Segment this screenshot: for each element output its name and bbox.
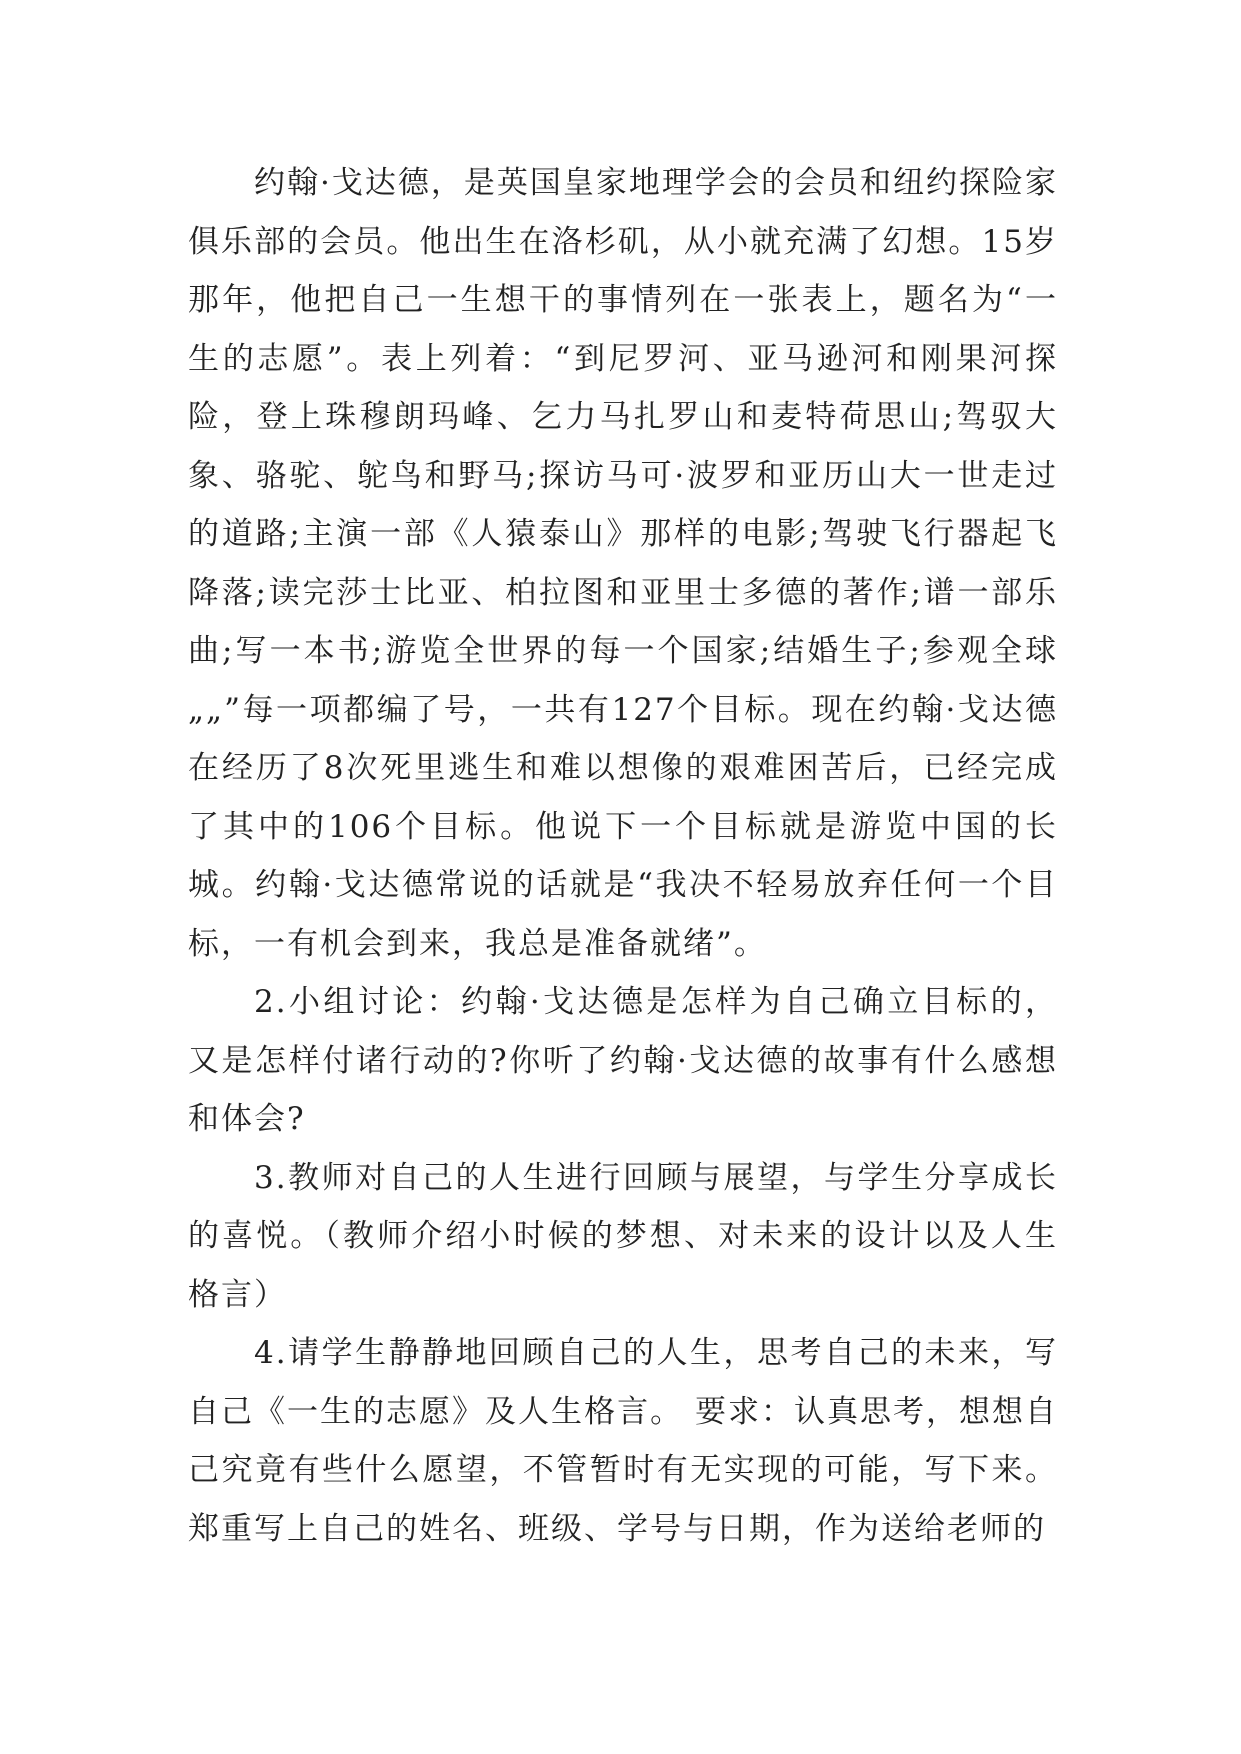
paragraph-goddard-story: 约翰·戈达德，是英国皇家地理学会的会员和纽约探险家俱乐部的会员。他出生在洛杉矶，从小就充满了幻想。15岁那年，他把自己一生想干的事情列在一张表上，题名为“一生的志愿”。表上列着：“到尼罗河、亚马逊河和刚果河探险，登上珠穆朗玛峰、乞力马扎罗山和麦特荷思山;驾驭大象、骆驼、鸵鸟和野马;探访马可·波罗和亚历山大一世走过的道路;主演一部《人猿泰山》那样的电影;驾驶飞行器起飞降落;读完莎士比亚、柏拉图和亚里士多德的著作;谱一部乐曲;写一本书;游览全世界的每一个国家;结婚生子;参观全球„„”每一项都编了号，一共有127个目标。现在约翰·戈达德在经历了8次死里逃生和难以想像的艰难困苦后，已经完成了其中的106个目标。他说下一个目标就是游览中国的长城。约翰·戈达德常说的话就是“我决不轻易放弃任何一个目标，一有机会到来，我总是准备就绪”。 [188,165,1058,962]
paragraph-student-task: 4.请学生静静地回顾自己的人生，思考自己的未来，写自己《一生的志愿》及人生格言。 要求：认真思考，想想自己究竟有些什么愿望，不管暂时有无实现的可能，写下来。郑重写上自己的姓名、班级、学号与日期，作为送给老师的 [188,1335,1058,1547]
document-body [188,154,1058,1558]
paragraph-group-discussion: 2.小组讨论：约翰·戈达德是怎样为自己确立目标的，又是怎样付诸行动的?你听了约翰·戈达德的故事有什么感想和体会? [188,984,1058,1137]
paragraph-teacher-review: 3.教师对自己的人生进行回顾与展望，与学生分享成长的喜悦。（教师介绍小时候的梦想、对未来的设计以及人生格言） [188,1159,1058,1313]
